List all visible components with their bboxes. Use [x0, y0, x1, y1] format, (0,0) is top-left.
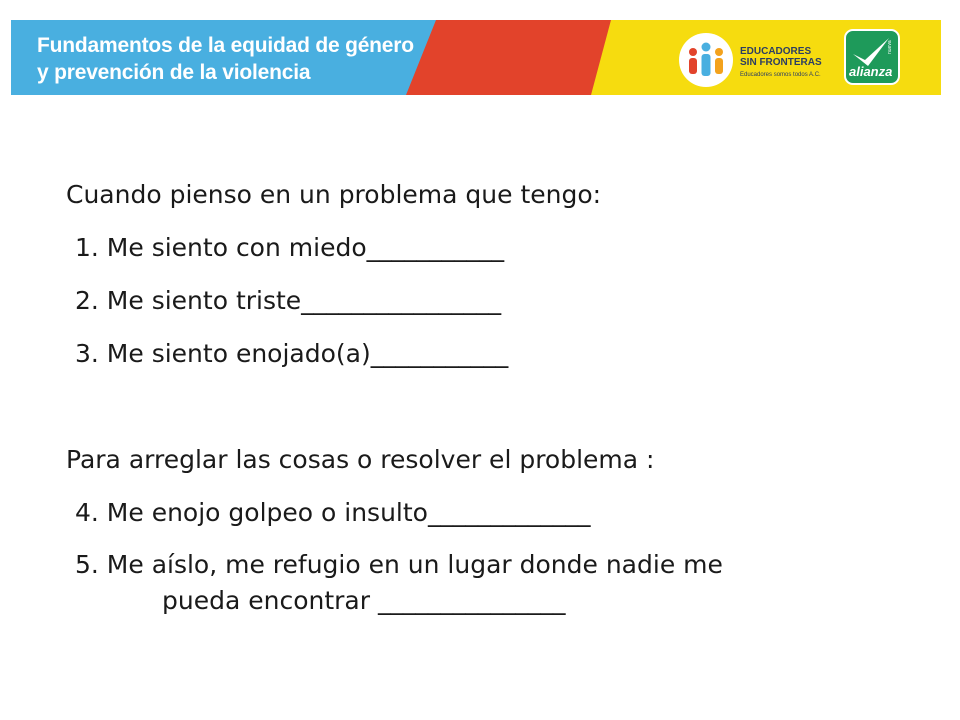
nueva-alianza-small: nueva [887, 40, 893, 54]
worksheet-content [66, 168, 926, 619]
educadores-logo-line2: SIN FRONTERAS [740, 57, 822, 68]
educadores-figures-icon [677, 32, 735, 88]
intro-text: Cuando pienso en un problema que tengo: [66, 180, 602, 209]
list-item-5-line2: pueda encontrar _______________ [162, 586, 566, 615]
nueva-alianza-word: alianza [849, 64, 893, 79]
list-item-2: 2. Me siento triste________________ [75, 286, 502, 315]
educadores-sin-fronteras-logo [677, 32, 837, 88]
educadores-logo-line1: EDUCADORES [740, 46, 812, 57]
list-item-5-line1: 5. Me aíslo, me refugio en un lugar donde nadie me [75, 550, 723, 579]
educadores-logo-text [740, 46, 822, 81]
spacer [66, 380, 926, 433]
list-item-3: 3. Me siento enojado(a)___________ [75, 339, 509, 368]
intro2-text: Para arreglar las cosas o resolver el problema : [66, 445, 655, 474]
header-title-line2: y prevención de la violencia [37, 61, 311, 84]
list-item-1: 1. Me siento con miedo___________ [75, 233, 505, 262]
header-title-line1: Fundamentos de la equidad de género [37, 34, 414, 57]
list-item-5 [66, 539, 926, 619]
header-banner [11, 20, 941, 95]
nueva-alianza-logo [843, 28, 901, 86]
list-item-4: 4. Me enojo golpeo o insulto_____________ [75, 498, 591, 527]
educadores-logo-line3: Educadores somos todos A.C. [740, 72, 821, 78]
header-title [37, 32, 414, 86]
